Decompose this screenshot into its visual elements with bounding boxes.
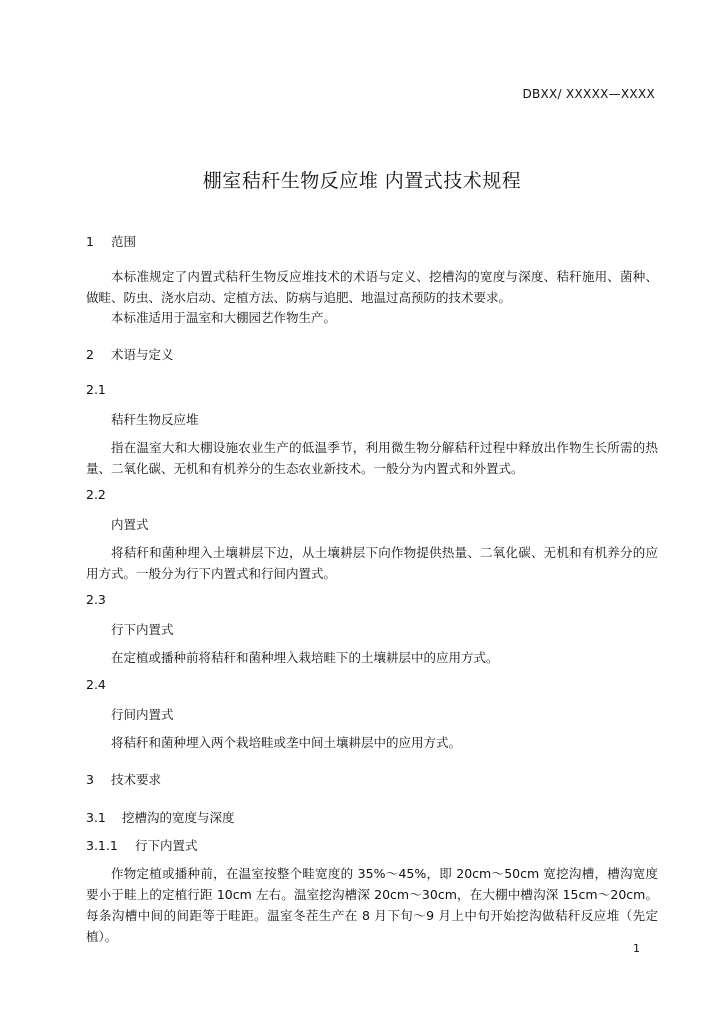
section-1-heading xyxy=(86,232,136,250)
section-1-paragraph-1: 本标准规定了内置式秸秆生物反应堆技术的术语与定义、挖槽沟的宽度与深度、秸秆施用、菌种、做畦、防虫、浇水启动、定植方法、防病与追肥、地温过高预防的技术要求。 xyxy=(86,269,658,305)
term-2-1-definition: 指在温室大和大棚设施农业生产的低温季节，利用微生物分解秸秆过程中释放出作物生长所需的热量、二氧化碳、无机和有机养分的生态农业新技术。一般分为内置式和外置式。 xyxy=(86,440,658,476)
subsection-title: 行下内置式 xyxy=(134,838,198,853)
section-title: 范围 xyxy=(110,234,136,249)
term-2-4-definition: 将秸秆和菌种埋入两个栽培畦或垄中间土壤耕层中的应用方式。 xyxy=(111,735,462,750)
term-2-1-name: 秸秆生物反应堆 xyxy=(111,412,199,427)
subsection-number: 3.1 xyxy=(86,810,106,825)
term-2-2-number: 2.2 xyxy=(86,487,106,502)
subsection-number: 3.1.1 xyxy=(86,838,118,853)
term-2-1-number: 2.1 xyxy=(86,382,106,397)
document-title: 棚室秸秆生物反应堆 内置式技术规程 xyxy=(202,170,522,192)
section-number: 1 xyxy=(86,234,94,249)
term-2-4-number: 2.4 xyxy=(86,677,106,692)
section-number: 3 xyxy=(86,772,94,787)
page-number: 1 xyxy=(633,942,640,955)
section-3-heading xyxy=(86,770,161,788)
subsection-3-1-heading xyxy=(86,808,235,826)
term-2-2-definition: 将秸秆和菌种埋入土壤耕层下边，从土壤耕层下向作物提供热量、二氧化碳、无机和有机养分的应用方式。一般分为行下内置式和行间内置式。 xyxy=(86,545,658,581)
document-code: DBXX/ XXXXX—XXXX xyxy=(522,87,655,101)
term-2-3-definition: 在定植或播种前将秸秆和菌种埋入栽培畦下的土壤耕层中的应用方式。 xyxy=(111,650,499,665)
term-2-2-name: 内置式 xyxy=(111,517,149,532)
section-number: 2 xyxy=(86,347,94,362)
subsection-title: 挖槽沟的宽度与深度 xyxy=(121,810,235,825)
section-title: 术语与定义 xyxy=(110,347,174,362)
section-title: 技术要求 xyxy=(110,772,161,787)
term-2-4-name: 行间内置式 xyxy=(111,707,174,722)
section-2-heading xyxy=(86,345,174,363)
term-2-3-number: 2.3 xyxy=(86,592,106,607)
subsection-3-1-1-heading xyxy=(86,836,198,854)
term-2-3-name: 行下内置式 xyxy=(111,622,174,637)
section-1-paragraph-2: 本标准适用于温室和大棚园艺作物生产。 xyxy=(111,310,337,325)
subsection-3-1-1-paragraph: 作物定植或播种前，在温室按整个畦宽度的 35%～45%，即 20cm～50cm 宽挖沟槽，槽沟宽度要小于畦上的定植行距 10cm 左右。温室挖沟槽深 20cm～30cm，在大棚中槽沟深 15cm～20cm。每条沟槽中间的间距等于畦距。温室冬茬生产在 8 月下旬～9 月上中旬开始挖沟做秸秆反应堆（先定植）。 xyxy=(86,866,658,944)
